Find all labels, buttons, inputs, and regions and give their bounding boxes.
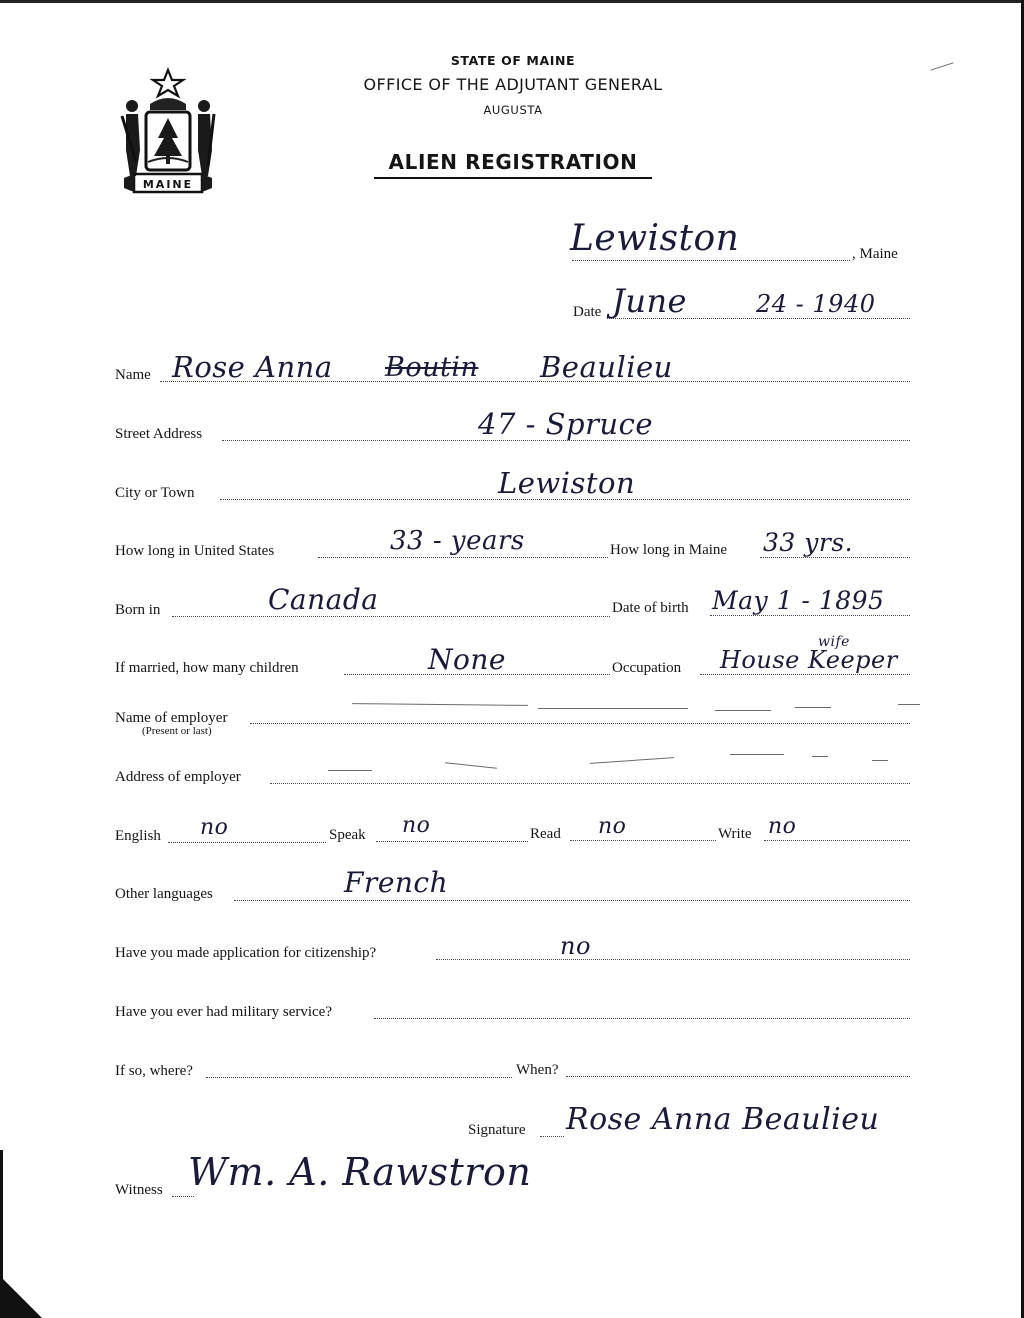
- write-label: Write: [718, 826, 752, 842]
- military-line: [374, 1018, 910, 1019]
- employer-line: [250, 723, 910, 724]
- born-line: [172, 616, 610, 617]
- street-label: Street Address: [115, 426, 203, 442]
- employer-addr-dash-2: [445, 762, 497, 768]
- corner-fold: [0, 1276, 42, 1318]
- name-label: Name: [115, 367, 151, 383]
- occupation-line: [700, 674, 910, 675]
- employer-dash-5: [898, 704, 920, 705]
- employer-sublabel: (Present or last): [142, 725, 212, 737]
- when-line: [566, 1076, 910, 1077]
- employer-addr-dash-6: [872, 760, 888, 761]
- city-label: City or Town: [115, 485, 195, 501]
- where-label: If so, where?: [115, 1063, 193, 1079]
- maine-line: [760, 557, 910, 558]
- place-value: Lewiston: [570, 218, 740, 259]
- english-line: [168, 842, 326, 843]
- born-value: Canada: [268, 583, 379, 616]
- speak-value: no: [402, 813, 431, 838]
- dob-value: May 1 - 1895: [712, 586, 885, 615]
- employer-addr-line: [270, 783, 910, 784]
- citizenship-line: [436, 959, 910, 960]
- other-lang-value: French: [344, 866, 449, 899]
- maine-label: How long in Maine: [610, 542, 728, 558]
- english-value: no: [200, 815, 229, 840]
- employer-dash-4: [795, 707, 831, 708]
- citizenship-value: no: [560, 932, 591, 960]
- other-lang-line: [234, 900, 910, 901]
- speak-line: [376, 841, 528, 842]
- header-office: OFFICE OF THE ADJUTANT GENERAL: [363, 75, 663, 94]
- read-line: [570, 840, 716, 841]
- date-month: June: [612, 282, 687, 320]
- where-line: [206, 1077, 512, 1078]
- header-state: STATE OF MAINE: [450, 53, 576, 68]
- read-value: no: [598, 814, 627, 839]
- header-city: AUGUSTA: [483, 103, 543, 117]
- occupation-note: wife: [818, 634, 850, 650]
- place-line: [572, 260, 850, 261]
- date-label: Date: [573, 304, 602, 320]
- children-label: If married, how many children: [115, 660, 299, 676]
- dob-line: [710, 615, 910, 616]
- signature-line: [540, 1136, 564, 1137]
- us-label: How long in United States: [115, 543, 275, 559]
- employer-dash-3: [715, 710, 771, 711]
- name-last: Beaulieu: [540, 350, 673, 384]
- occupation-label: Occupation: [612, 660, 682, 676]
- employer-dash-1: [352, 703, 528, 706]
- us-line: [318, 557, 608, 558]
- signature-value: Rose Anna Beaulieu: [566, 1102, 880, 1137]
- employer-addr-dash-4: [730, 754, 784, 755]
- employer-addr-dash-3: [590, 757, 674, 764]
- title-underline: [374, 177, 652, 179]
- seal-text: MAINE: [142, 178, 194, 191]
- date-rest: 24 - 1940: [756, 290, 876, 318]
- pencil-mark: [930, 62, 953, 70]
- employer-addr-label: Address of employer: [115, 769, 241, 785]
- occupation-value: House Keeper: [720, 646, 898, 674]
- speak-label: Speak: [329, 827, 366, 843]
- military-label: Have you ever had military service?: [115, 1004, 332, 1020]
- witness-line: [172, 1196, 194, 1197]
- signature-label: Signature: [468, 1122, 526, 1138]
- employer-addr-dash-1: [328, 770, 372, 771]
- born-label: Born in: [115, 602, 161, 618]
- city-value: Lewiston: [498, 466, 636, 500]
- when-label: When?: [516, 1062, 559, 1078]
- dob-label: Date of birth: [612, 600, 689, 616]
- employer-dash-2: [538, 708, 688, 709]
- employer-addr-dash-5: [812, 756, 828, 757]
- place-suffix: , Maine: [852, 246, 898, 262]
- street-value: 47 - Spruce: [478, 407, 654, 441]
- form-title: ALIEN REGISTRATION: [388, 150, 638, 174]
- us-value: 33 - years: [390, 526, 525, 556]
- name-struck: Boutin: [385, 352, 479, 383]
- employer-label: Name of employer: [115, 710, 228, 726]
- english-label: English: [115, 828, 161, 844]
- maine-value: 33 yrs.: [763, 528, 854, 557]
- page-edge-top: [0, 0, 1024, 3]
- witness-label: Witness: [115, 1182, 163, 1198]
- citizenship-label: Have you made application for citizenship?: [115, 945, 377, 961]
- name-first: Rose Anna: [172, 350, 333, 384]
- children-value: None: [428, 643, 506, 676]
- write-value: no: [768, 814, 797, 839]
- other-lang-label: Other languages: [115, 886, 213, 902]
- write-line: [764, 840, 910, 841]
- read-label: Read: [530, 826, 561, 842]
- witness-value: Wm. A. Rawstron: [188, 1150, 532, 1194]
